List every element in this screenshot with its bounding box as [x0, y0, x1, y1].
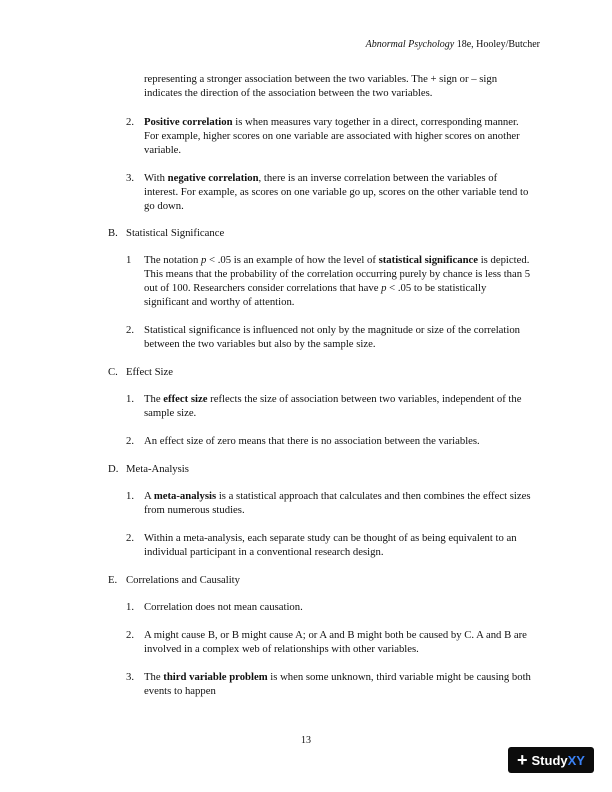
third-variable-item: The third variable problem is when some unknown, third variable might be causing both events to happen: [144, 671, 531, 697]
term: negative correlation: [167, 172, 259, 184]
list-item: Statistical significance is influenced not only by the magnitude or size of the correlation between the two variables but also by the sample size.: [144, 324, 521, 350]
section-heading: Correlations and Causality: [126, 574, 240, 586]
meta-analysis-item: A meta-analysis is a statistical approach that calculates and then combines the effect sizes from numerous studies.: [144, 490, 531, 516]
item-number: 3.: [126, 671, 135, 683]
item-number: 2.: [126, 629, 135, 641]
book-title: Abnormal Psychology: [365, 39, 455, 50]
sparkle-icon: +: [517, 750, 528, 770]
section-heading: Meta-Analysis: [126, 463, 189, 475]
item-number: 1.: [126, 490, 135, 502]
page-number: 13: [301, 735, 311, 746]
list-item: An effect size of zero means that there is no association between the variables.: [144, 435, 480, 447]
item-number: 3.: [126, 172, 135, 184]
item-number: 2.: [126, 532, 135, 544]
section-heading: Statistical Significance: [126, 227, 225, 239]
item-number: 2.: [126, 116, 135, 128]
term: third variable problem: [163, 671, 268, 683]
positive-correlation-item: Positive correlation is when measures vary together in a direct, corresponding manner. For example, higher scores on one variable are associated with higher scores on another variable.: [144, 116, 520, 156]
item-number: 1: [126, 254, 132, 266]
item-number: 1.: [126, 601, 135, 613]
item-number: 2.: [126, 324, 135, 336]
term: Positive correlation: [144, 116, 233, 128]
item-number: 1.: [126, 393, 135, 405]
list-item: Within a meta-analysis, each separate study can be thought of as being equivalent to an individual participant in a conventional research design.: [144, 532, 517, 558]
section-letter: D.: [108, 463, 119, 475]
effect-size-item: The effect size reflects the size of association between two variables, independent of the sample size.: [144, 393, 522, 419]
significance-item: The notation p < .05 is an example of how the level of statistical significance is depicted. This means that the probability of the correlation occurring purely by chance is less than 5 out of 100. Researchers consider correlations that have p < .05 to be statistically significant and worthy of attention.: [144, 254, 531, 308]
item-number: 2.: [126, 435, 135, 447]
studyxy-logo[interactable]: + Study XY: [508, 747, 594, 773]
term: meta-analysis: [153, 490, 217, 502]
section-letter: B.: [108, 227, 118, 239]
term: effect size: [163, 393, 208, 405]
negative-correlation-item: With negative correlation, there is an inverse correlation between the variables of interest. For example, as scores on one variable go up, scores on the other variable tend to go down.: [144, 172, 529, 212]
continued-paragraph: representing a stronger association between the two variables. The + sign or – sign indicates the direction of the association between the two variables.: [144, 73, 498, 99]
edition-authors: 18e, Hooley/Butcher: [456, 39, 540, 50]
section-heading: Effect Size: [126, 366, 173, 378]
term: statistical significance: [378, 254, 479, 266]
list-item: A might cause B, or B might cause A; or A and B might both be caused by C. A and B are involved in a complex web of relationships with other variables.: [144, 629, 527, 655]
list-item: Correlation does not mean causation.: [144, 601, 303, 613]
section-letter: C.: [108, 366, 118, 378]
section-letter: E.: [108, 574, 118, 586]
running-header: [366, 39, 540, 50]
